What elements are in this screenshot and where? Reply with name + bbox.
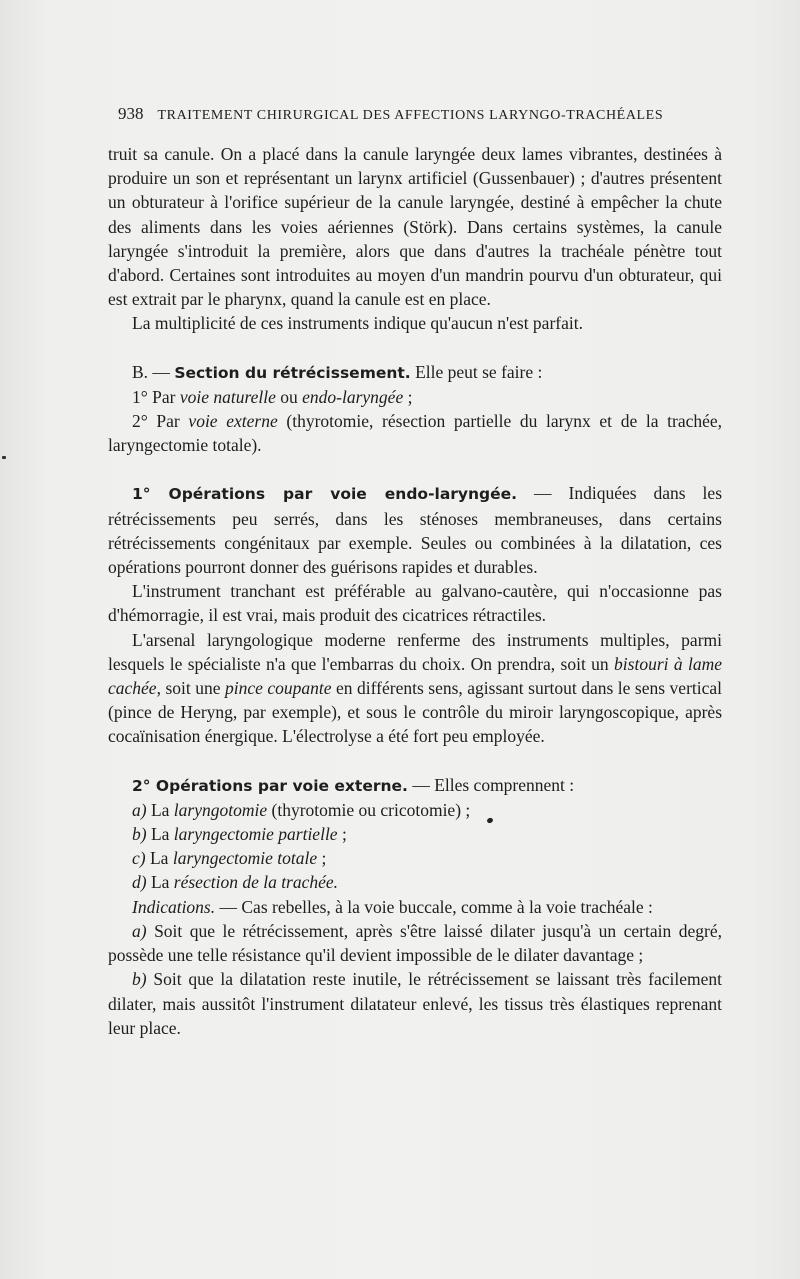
item-emphasis: laryngectomie partielle xyxy=(173,824,338,845)
section-b-text: Elle peut se faire : xyxy=(415,361,543,382)
paragraph-continuation: truit sa canule. On a placé dans la canule laryngée deux lames vibrantes, destinées à produire un son et représentant un larynx artificiel (Gussenbauer) ; d'autres présentent un obturateur à l'orifice supérieur de la canule laryngée, destiné à empêcher la chute des aliments dans les voies aériennes (Störk). Dans certains systèmes, la canule laryngée s'introduit la première, alors que dans d'autres la trachéale pénètre tout d'abord. Certaines sont introduites au moyen d'un mandrin pourvu d'un obturateur, qui est extrait par le pharynx, quand la canule est en place. xyxy=(108,144,722,310)
item-emphasis: résection de la trachée. xyxy=(173,872,339,893)
indications-label: Indications. xyxy=(132,896,216,917)
paragraph-text: en différents sens, agissant surtout dans le sens vertical (pince de Heryng, par exemple), et sous le contrôle du miroir laryngoscopique, après cocaïnisation énergique. L'électrolyse a été fort peu employée. xyxy=(108,678,723,747)
item-text: ; xyxy=(407,386,413,407)
item-letter: a) xyxy=(132,920,147,941)
item-number: 1° xyxy=(132,386,148,407)
section-1-paragraph xyxy=(108,481,722,579)
emphasis-text: pince coupante xyxy=(224,678,332,699)
item-text: La xyxy=(150,872,170,893)
item-letter: b) xyxy=(132,824,147,845)
section-2-item-b xyxy=(108,822,722,846)
section-1-paragraph-3 xyxy=(108,628,722,749)
section-b-item-1 xyxy=(108,385,722,409)
item-letter: c) xyxy=(132,848,146,869)
section-b-heading: Section du rétrécissement. xyxy=(174,363,411,382)
item-text: La xyxy=(149,848,169,869)
item-text: La xyxy=(150,799,170,820)
item-text: ou xyxy=(280,386,298,407)
item-text: (thyrotomie, résection partielle du larynx et de la trachée, laryngectomie totale). xyxy=(108,411,723,456)
item-letter: b) xyxy=(132,969,147,990)
indications-paragraph xyxy=(108,895,722,919)
item-emphasis: laryngectomie totale xyxy=(172,848,318,869)
body-text xyxy=(108,142,722,1040)
page-number: 938 xyxy=(118,104,144,123)
item-emphasis: laryngotomie xyxy=(173,799,268,820)
item-letter: a) xyxy=(132,799,147,820)
item-text: Soit que la dilatation reste inutile, le rétrécissement se laissant très facilement dilater, mais aussitôt l'instrument dilatateur enlevé, les tissus très élastiques reprenant leur place. xyxy=(108,969,723,1038)
section-1-text: — Indiquées dans les rétrécissements peu serrés, dans les sténoses membraneuses, dans certains rétrécissements congénitaux par exemple. Seules ou combinées à la dilatation, ces opérations pourront donner des guérisons rapides et durables. xyxy=(108,483,722,578)
item-number: 2° xyxy=(132,411,148,432)
spacer xyxy=(108,749,722,773)
emphasis-text: bistouri à lame cachée xyxy=(108,653,722,699)
item-letter: d) xyxy=(132,872,147,893)
running-header xyxy=(118,104,678,124)
item-text: (thyrotomie ou cricotomie) ; xyxy=(271,799,471,820)
paragraph-text: L'arsenal laryngologique moderne renferme des instruments multiples, parmi lesquels le spécialiste n'a que l'embarras du choix. On prendra, soit un xyxy=(108,629,722,674)
item-text: Par xyxy=(156,411,180,432)
item-emphasis: voie naturelle xyxy=(179,386,276,407)
section-b-intro xyxy=(108,360,722,385)
section-2-item-a xyxy=(108,798,722,822)
section-2-text: — Elles comprennent : xyxy=(412,774,575,795)
item-emphasis: voie externe xyxy=(188,411,278,432)
paragraph-text: , soit une xyxy=(156,678,221,699)
item-emphasis: endo-laryngée xyxy=(302,386,404,407)
section-2-item-c xyxy=(108,846,722,870)
section-2-item-d xyxy=(108,870,722,894)
spacer xyxy=(108,336,722,360)
section-1-paragraph-2: L'instrument tranchant est préférable au galvano-cautère, qui n'occasionne pas d'hémorragie, il est vrai, mais produit des cicatrices rétractiles. xyxy=(108,581,722,626)
indications-text: — Cas rebelles, à la voie buccale, comme à la voie trachéale : xyxy=(219,896,653,917)
item-text: La xyxy=(150,824,170,845)
item-text: ; xyxy=(341,824,347,845)
paragraph-conclusion: La multiplicité de ces instruments indique qu'aucun n'est parfait. xyxy=(132,313,583,334)
item-text: Par xyxy=(152,386,176,407)
margin-mark xyxy=(2,456,6,459)
section-2-heading: 2° Opérations par voie externe. xyxy=(132,776,408,795)
section-b-label: B. — xyxy=(132,361,170,382)
spacer xyxy=(108,457,722,481)
section-2-paragraph xyxy=(108,773,722,798)
running-title: TRAITEMENT CHIRURGICAL DES AFFECTIONS LARYNGO-TRACHÉALES xyxy=(157,108,664,123)
item-text: ; xyxy=(321,848,327,869)
section-b-item-2 xyxy=(108,409,722,457)
item-text: Soit que le rétrécissement, après s'être laissé dilater jusqu'à un certain degré, possède une telle résistance qu'il devient impossible de le dilater davantage ; xyxy=(108,920,722,966)
section-1-heading: 1° Opérations par voie endo-laryngée. xyxy=(132,485,518,504)
indication-b xyxy=(108,967,722,1040)
indication-a xyxy=(108,919,722,967)
